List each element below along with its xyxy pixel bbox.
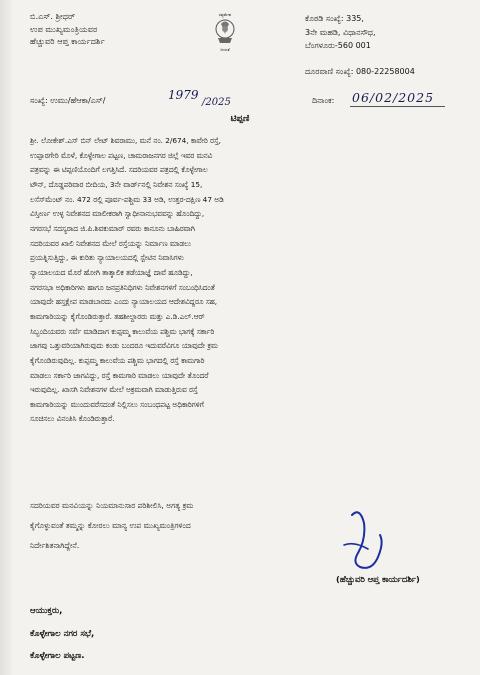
body-line: ನ್ಯಾಯಾಲಯದ ಮೊರೆ ಹೋಗಿ ತಾತ್ಕಾಲಿಕ ತಡೆಯಾಜ್ಞೆ ದಾವೆ ಹೂಡಿದ್ದು, xyxy=(30,267,193,277)
emblem-bottom-text: ಜಯತೆ xyxy=(220,47,230,52)
body-line: ಶ್ರೀ. ಲೋಕೇಶ್.ಎಸ್ ಬಿನ್ ಲೇಟ್ ಶಿವರಾಮು, ಮನೆ ನಂ. 2/674, ಕಾವೇರಿ ರಸ್ತೆ, xyxy=(30,136,221,145)
body-line: ಕಾಮಗಾರಿಯನ್ನು ಕೈಗೊಂಡಿರುತ್ತಾರೆ. ತಹಶೀಲ್ದಾರರು ಮತ್ತು ಎ.ಡಿ.ಎಲ್.ಆರ್ xyxy=(30,311,205,321)
office-address-block xyxy=(305,12,376,53)
signer-designation: (ಹೆಚ್ಚುವರಿ ಆಪ್ತ ಕಾರ್ಯದರ್ಶಿ) xyxy=(336,574,420,584)
date-label: ದಿನಾಂಕ: xyxy=(312,96,335,105)
date-value-handwritten: 06/02/2025 xyxy=(352,90,435,105)
body-line: ಮಾಡಲು ಸರ್ಕಾರಿ ಜಾಗವಿದ್ದು, ರಸ್ತೆ ಕಾಮಗಾರಿ ಮಾಡಲು ಯಾವುದೇ ತೊಂದರೆ xyxy=(30,370,209,380)
phone-number: ದೂರವಾಣಿ ಸಂಖ್ಯೆ: 080-22258004 xyxy=(305,67,415,76)
addressee-office: ಕೊಳ್ಳೇಗಾಲ ನಗರ ಸಭೆ, xyxy=(30,628,95,639)
body-line: ಟೌನ್, ದೊಡ್ಡಪರಿವಾರ ಬೀದಿಯ, 3ನೇ ವಾರ್ಡ್‌ನಲ್ಲಿ ನಿವೇಶನ ಸಂಖ್ಯೆ 15, xyxy=(30,179,203,189)
body-line: ಕಾಮಗಾರಿಯನ್ನು ಮುಂದುವರೆಸದಂತೆ ನಿಲ್ಲಿಸಲು ಸಂಬಂಧಪಟ್ಟ ಅಧಿಕಾರಿಗಳಿಗೆ xyxy=(30,399,204,409)
sender-office: ಉಪ ಮುಖ್ಯಮಂತ್ರಿಯವರ xyxy=(30,23,98,34)
page-edge-shadow xyxy=(0,0,14,675)
body-line: ಉಪ್ಪಾರಗೇರಿ ಮೊಳೆ, ಕೊಳ್ಳೇಗಾಲ ಪಟ್ಟಣ, ಚಾಮರಾಜನಗರ ಜಿಲ್ಲೆ ಇವರ ಮನವಿ xyxy=(30,150,213,160)
addressee-title: ಆಯುಕ್ತರು, xyxy=(30,606,63,616)
addressee-block xyxy=(30,600,94,668)
reference-number-handwritten: 1979 xyxy=(168,88,199,102)
sender-name: ಬಿ.ಎಸ್. ಶ್ರೀಧರ್ xyxy=(30,11,76,21)
closing-line: ಸದರಿಯವರ ಮನವಿಯನ್ನು ನಿಯಮಾನುಸಾರ ಪರಿಶೀಲಿಸಿ, ಅಗತ್ಯ ಕ್ರಮ xyxy=(30,501,194,510)
body-line: ಪ್ರಯತ್ನಿಸುತ್ತಿದ್ದು, ಈ ಕುರಿತು ನ್ಯಾಯಾಲಯದಲ್ಲಿ ಸ್ಟೇಟಿನ ನಿವಾಸಿಗಳು xyxy=(30,253,184,263)
closing-line: ಕೈಗೊಳ್ಳುವಂತೆ ತಮ್ಮನ್ನು ಕೋರಲು ಮಾನ್ಯ ಉಪ ಮುಖ್ಯಮಂತ್ರಿಗಳಿಂದ xyxy=(30,521,191,530)
body-line: ವಿಸ್ತೀರ್ಣ ಉಳ್ಳ ನಿವೇಶನದ ಮಾಲೀಕರಾಗಿ ಸ್ವಾಧೀನಾನುಭವವನ್ನು ಹೊಂದಿದ್ದು, xyxy=(30,209,205,219)
addressee-town: ಕೊಳ್ಳೇಗಾಲ ಪಟ್ಟಣ. xyxy=(30,651,85,661)
body-line: ಕೈಗೊಂಡಿರುವುದಿಲ್ಲ. ಕುಪ್ಪಮ್ಮ ಕಾಲುವೆಯ ಪಶ್ಚಿಮ ಭಾಗದಲ್ಲಿ ರಸ್ತೆ ಕಾಮಗಾರಿ xyxy=(30,355,205,365)
reference-year-handwritten: /2025 xyxy=(202,97,231,108)
body-line: ಸದರಿಯವರ ಖಾಲಿ ನಿವೇಶನದ ಮೇಲೆ ರಸ್ತೆಯನ್ನು ನಿರ್ಮಾಣ ಮಾಡಲು xyxy=(30,238,192,248)
sender-block xyxy=(30,10,105,48)
body-line: ಸೂಚಿಸಲು ವಿನಂತಿಸಿ ಕೊಂಡಿರುತ್ತಾರೆ. xyxy=(30,414,115,424)
note-heading: ಟಿಪ್ಪಣಿ xyxy=(230,114,250,124)
body-line: ನಗರಸಭೆ ಸದಸ್ಯರಾದ ಜಿ.ಪಿ.ಶಿವಕುಮಾರ್ ರವರು ಕಾನೂನು ಬಾಹಿರವಾಗಿ xyxy=(30,223,195,233)
floor-building: 3ನೇ ಮಹಡಿ, ವಿಧಾನಸೌಧ, xyxy=(305,27,376,37)
reference-label: ಸಂಖ್ಯೆ: ಉಮು/ಹೆಆಕಾ/ಎಸ್/ xyxy=(30,96,106,105)
body-line: ಜಾಗವು ಒತ್ತುವರಿಯಾಗಿರುವುದು ಕಂಡು ಬಂದರೂ ಇದುವರೆವಿಗೂ ಯಾವುದೇ ಕ್ರಮ xyxy=(30,341,218,351)
body-line: ಪತ್ರವನ್ನು ಈ ಟಿಪ್ಪಣಿಯೊಂದಿಗೆ ಲಗತ್ತಿಸಿದೆ. ಸದರಿಯವರ ಪತ್ರದಲ್ಲಿ ಕೊಳ್ಳೇಗಾಲ xyxy=(30,165,208,175)
city-pin: ಬೆಂಗಳೂರು-560 001 xyxy=(305,41,371,50)
body-line: ಯಾವುದೇ ಹಸ್ತಕ್ಷೇಪ ಮಾಡಬಾರದು ಎಂದು ನ್ಯಾಯಾಲಯದ ಆದೇಶವಿದ್ದರೂ ಸಹ, xyxy=(30,297,218,307)
body-line: ನಗರಸಭಾ ಅಧಿಕಾರಿಗಳು ಹಾಗೂ ಜನಪ್ರತಿನಿಧಿಗಳು ನಿವೇಶನಗಳಿಗೆ ಸಂಬಂಧಿಸಿದಂತೆ xyxy=(30,282,215,292)
note-body xyxy=(30,134,458,427)
body-line: ಲಸೆಸ್‌ಮೆಂಟ್ ನಂ. 472 ರಲ್ಲಿ ಪೂರ್ವ-ಪಶ್ಚಿಮ 33 ಅಡಿ, ಉತ್ತರ-ದಕ್ಷಿಣ 47 ಅಡಿ xyxy=(30,194,224,204)
body-line: ಸಿಬ್ಬಂದಿಯವರು ಸರ್ವೆ ಮಾಡಿದಾಗ ಕುಪ್ಪಮ್ಮ ಕಾಲುವೆಯ ಪಶ್ಚಿಮ ಭಾಗಕ್ಕೆ ಸರ್ಕಾರಿ xyxy=(30,326,215,336)
closing-line: ನಿರ್ದೇಶಿತನಾಗಿದ್ದೇನೆ. xyxy=(30,541,80,550)
sender-designation: ಹೆಚ್ಚುವರಿ ಆಪ್ತ ಕಾರ್ಯದರ್ಶಿ xyxy=(30,36,105,46)
room-number: ಕೊಠಡಿ ಸಂಖ್ಯೆ: 335, xyxy=(305,14,364,23)
emblem-top-text: ಸತ್ಯಮೇವ xyxy=(218,12,232,17)
state-emblem-icon xyxy=(208,10,242,54)
handwritten-signature xyxy=(330,505,400,580)
body-line: ಇರುವುದಿಲ್ಲ. ಖಾಸಗಿ ನಿವೇಶನಗಳ ಮೇಲೆ ಅಕ್ರಮವಾಗಿ ಮಾಡುತ್ತಿರುವ ರಸ್ತೆ xyxy=(30,385,198,395)
date-underline xyxy=(350,106,445,107)
